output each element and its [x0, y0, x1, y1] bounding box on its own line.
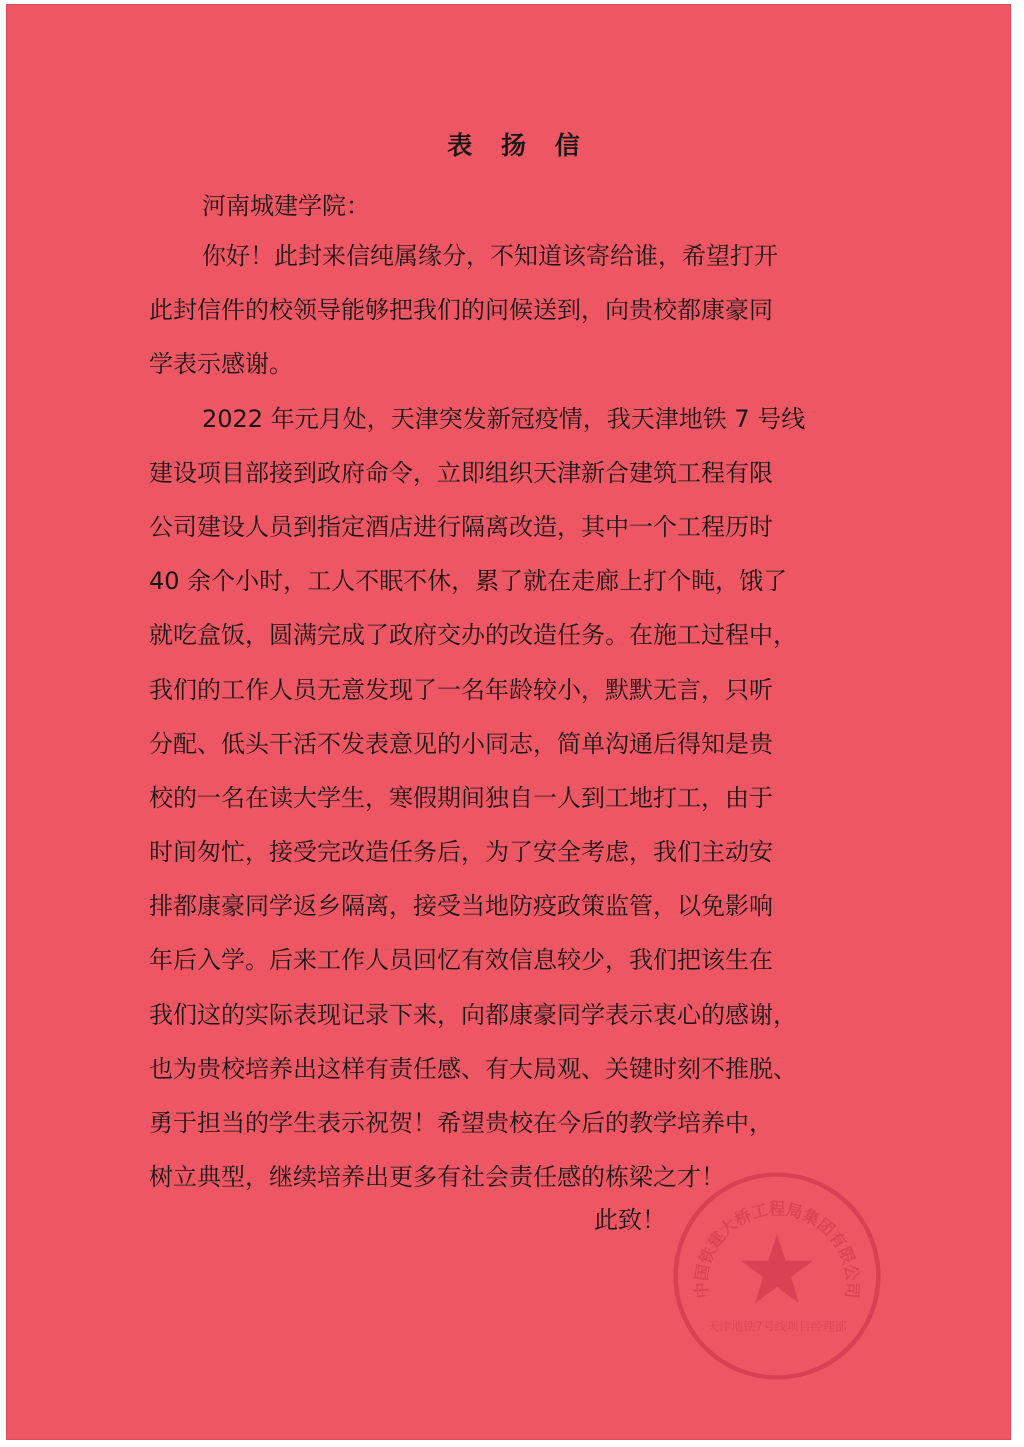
body-line: 公司建设人员到指定酒店进行隔离改造，其中一个工程历时	[149, 512, 773, 541]
body-line: 排都康豪同学返乡隔离，接受当地防疫政策监管，以免影响	[149, 892, 773, 921]
salutation: 河南城建学院：	[202, 192, 370, 220]
body-line: 勇于担当的学生表示祝贺！希望贵校在今后的教学培养中，	[149, 1109, 773, 1137]
body-line: 就吃盒饭，圆满完成了政府交办的改造任务。在施工过程中，	[149, 621, 797, 650]
body-line: 分配、低头干活不发表意见的小同志，简单沟通后得知是贵	[149, 729, 773, 758]
body-line: 2022 年元月处，天津突发新冠疫情，我天津地铁 7 号线	[202, 404, 806, 433]
body-line: 我们的工作人员无意发现了一名年龄较小，默默无言，只听	[149, 675, 773, 704]
letter-sheet	[6, 4, 1011, 1440]
body-line: 校的一名在读大学生，寒假期间独自一人到工地打工，由于	[149, 783, 773, 812]
body-line: 我们这的实际表现记录下来，向都康豪同学表示衷心的感谢，	[149, 1000, 797, 1029]
body-line: 建设项目部接到政府命令，立即组织天津新合建筑工程有限	[149, 458, 773, 487]
body-line: 你好！此封来信纯属缘分，不知道该寄给谁，希望打开	[202, 242, 778, 270]
body-line: 树立典型，继续培养出更多有社会责任感的栋梁之才！	[149, 1163, 725, 1192]
body-line: 40 余个小时，工人不眠不休，累了就在走廊上打个盹，饿了	[149, 567, 788, 596]
body-line: 此封信件的校领导能够把我们的问候送到，向贵校都康豪同	[149, 296, 773, 325]
seal-inner-text: 天津地铁7号线项目经理部	[707, 1319, 847, 1334]
seal-outer-text: 中国铁建大桥工程局集团有限公司	[691, 1199, 863, 1300]
official-seal	[668, 1167, 886, 1385]
letter-body	[149, 236, 869, 1211]
star-icon	[741, 1235, 813, 1304]
closing-phrase: 此致！	[594, 1206, 666, 1234]
body-line: 时间匆忙，接受完改造任务后，为了安全考虑，我们主动安	[149, 838, 773, 867]
commendation-letter	[6, 4, 1011, 1440]
seal-stamp	[668, 1167, 886, 1385]
letter-title: 表 扬 信	[447, 131, 590, 160]
body-line: 学表示感谢。	[149, 350, 293, 379]
body-line: 年后入学。后来工作人员回忆有效信息较少，我们把该生在	[149, 946, 773, 975]
body-line: 也为贵校培养出这样有责任感、有大局观、关键时刻不推脱、	[149, 1054, 797, 1083]
